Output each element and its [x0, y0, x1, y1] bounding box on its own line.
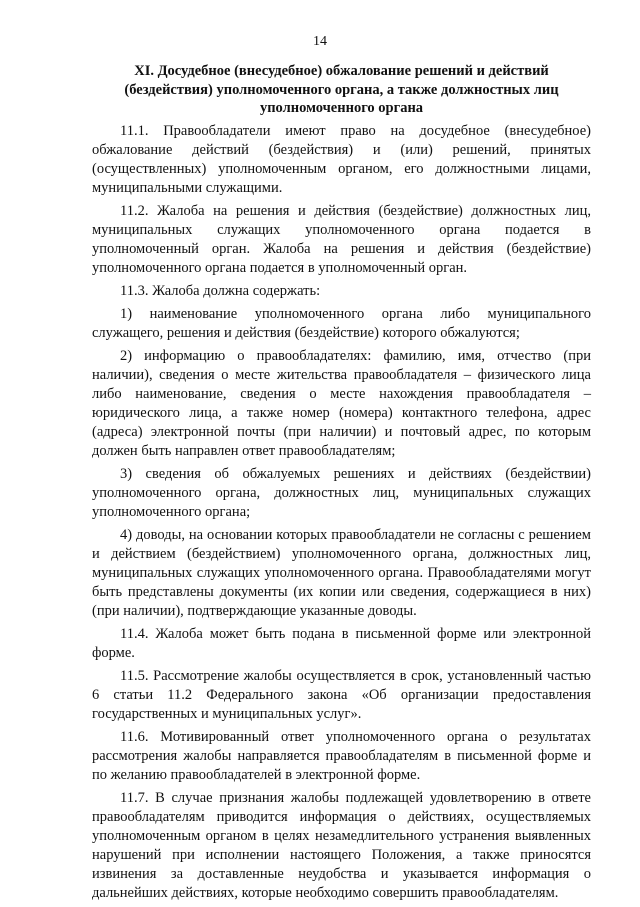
- paragraph-11-4: 11.4. Жалоба может быть подана в письменной форме или электронной форме.: [92, 625, 591, 661]
- section-title-line: уполномоченного органа: [259, 100, 424, 116]
- paragraph-11-7: 11.7. В случае признания жалобы подлежащей удовлетворению в ответе правообладателям приводится информация о действиях, осуществляемых уполномоченным органом в целях незамедлительного устранения выявленных нарушений при исполнении настоящего Положения, а также приносятся извинения за доставленные неудобства и указывается информация о дальнейших действиях, которые необходимо совершить правообладателям.: [92, 789, 591, 901]
- section-title: [92, 62, 591, 118]
- list-item-1: 1) наименование уполномоченного органа либо муниципального служащего, решения и действия (бездействие) которого обжалуются;: [92, 305, 591, 341]
- paragraph-11-3: 11.3. Жалоба должна содержать:: [120, 282, 321, 299]
- section-title-line: XI. Досудебное (внесудебное) обжалование решений и действий: [134, 63, 549, 79]
- section-content: [92, 62, 591, 907]
- list-item-2: 2) информацию о правообладателях: фамилию, имя, отчество (при наличии), сведения о месте жительства правообладателя – физического лица либо наименование, сведения о месте нахождения правообладателя – юридического лица, а также номер (номера) контактного телефона, адрес (адреса) электронной почты (при наличии) и почтовый адрес, по которым должен быть направлен ответ правообладателям;: [92, 347, 591, 459]
- section-title-line: (бездействия) уполномоченного органа, а также должностных лиц: [124, 81, 559, 98]
- list-item-4: 4) доводы, на основании которых правообладатели не согласны с решением и действием (бездействием) уполномоченного органа, должностных лиц, муниципальных служащих уполномоченного органа. Правообладателями могут быть представлены документы (их копии или сведения, содержащиеся в них) (при наличии), подтверждающие указанные доводы.: [92, 526, 591, 619]
- paragraph-11-1: 11.1. Правообладатели имеют право на досудебное (внесудебное) обжалование действий (бездействия) и (или) решений, принятых (осуществленных) уполномоченным органом, его должностными лицами, муниципальными служащими.: [92, 122, 591, 196]
- paragraph-11-6: 11.6. Мотивированный ответ уполномоченного органа о результатах рассмотрения жалобы направляется правообладателям в письменной форме и по желанию правообладателей в электронной форме.: [92, 728, 591, 783]
- list-item-3: 3) сведения об обжалуемых решениях и действиях (бездействии) уполномоченного органа, должностных лиц, муниципальных служащих уполномоченного органа;: [92, 465, 591, 520]
- paragraph-11-5: 11.5. Рассмотрение жалобы осуществляется в срок, установленный частью 6 статьи 11.2 Федерального закона «Об организации предоставления государственных и муниципальных услуг».: [92, 667, 591, 722]
- page-number: 14: [313, 34, 327, 49]
- paragraph-11-2: 11.2. Жалоба на решения и действия (бездействие) должностных лиц, муниципальных служащих уполномоченного органа подается в уполномоченный орган. Жалоба на решения и действия (бездействие) уполномоченного органа подается в уполномоченный орган.: [92, 202, 591, 276]
